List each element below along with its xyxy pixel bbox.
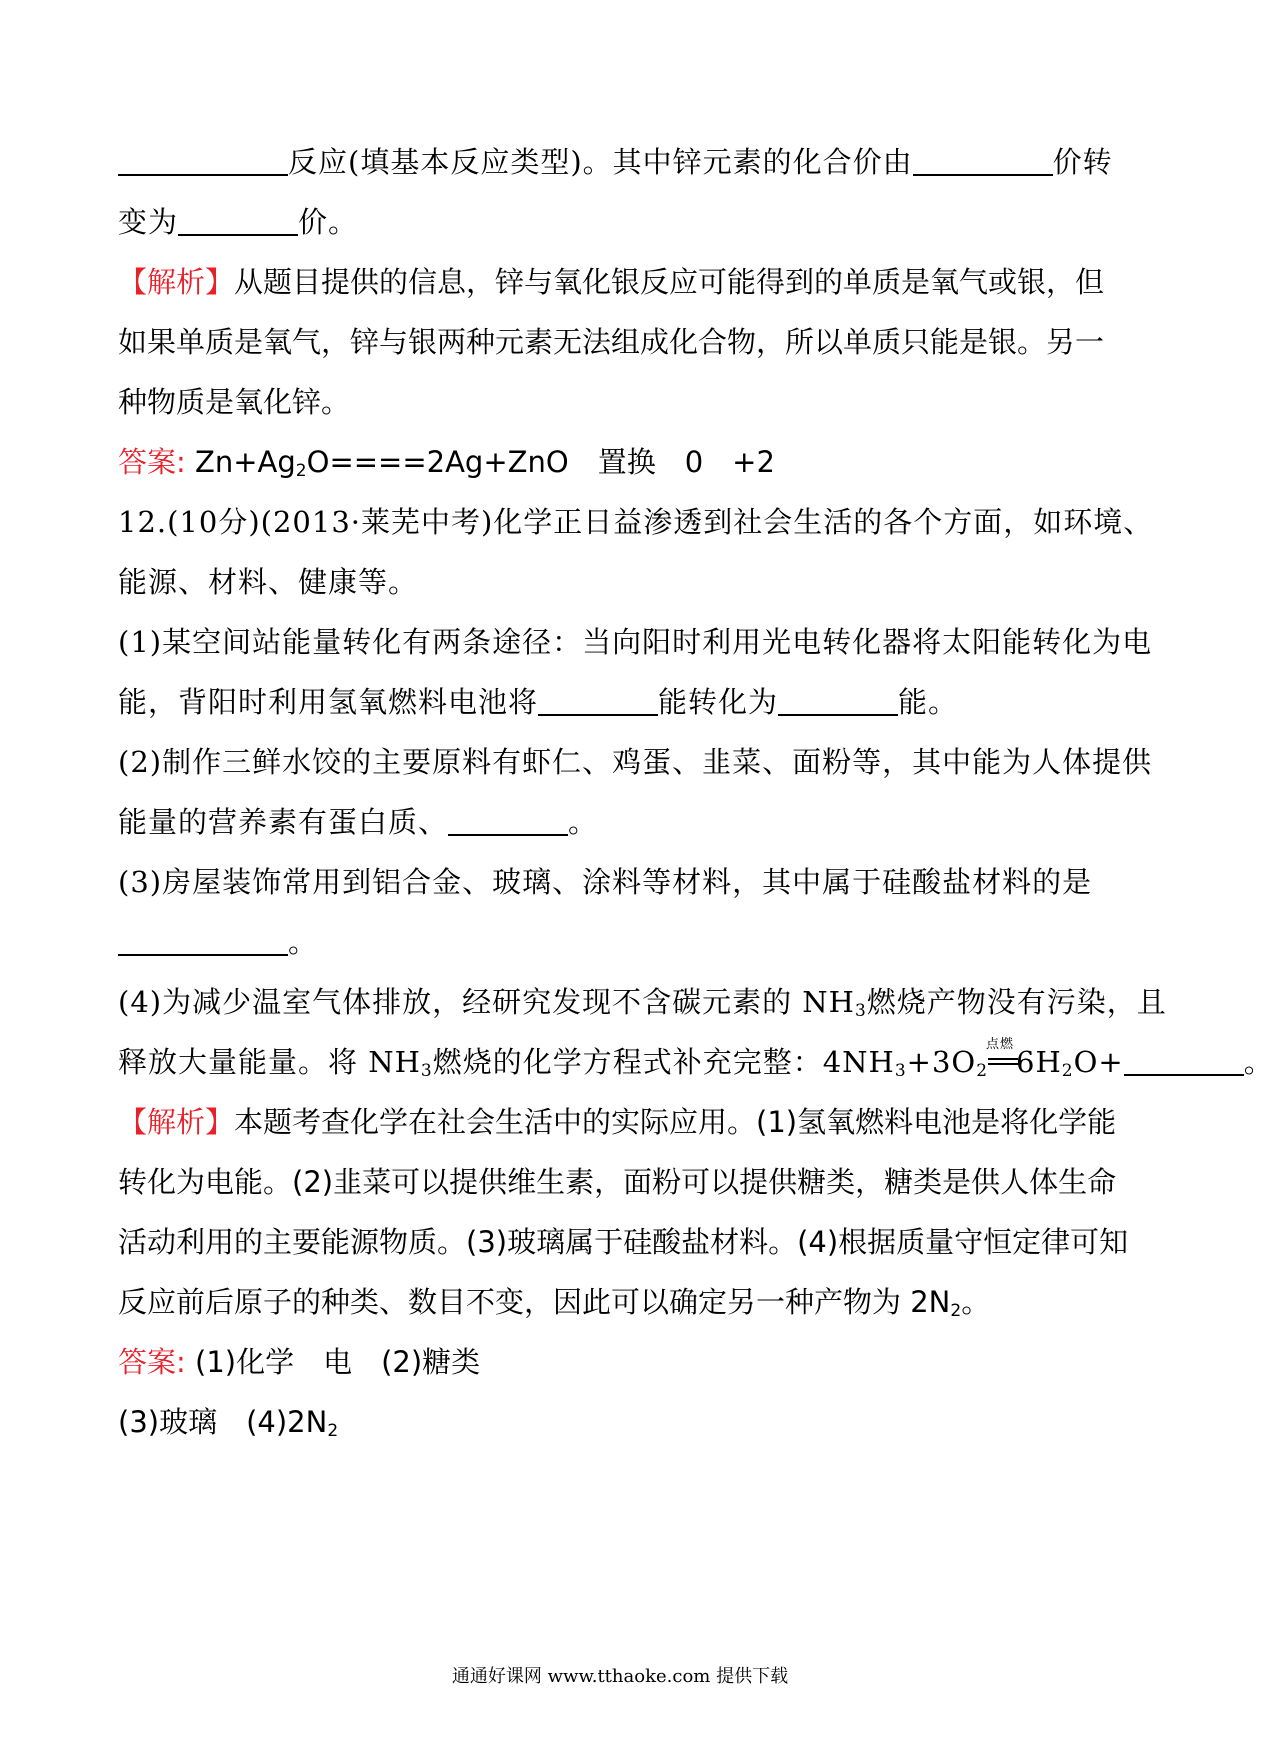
sub-question-3-line-1: (3)房屋装饰常用到铝合金、玻璃、涂料等材料，其中属于硅酸盐材料的是: [118, 865, 1093, 899]
sub-question-4-line-1: (4)为减少温室气体排放，经研究发现不含碳元素的 $NH_3$燃烧产物没有污染，且: [118, 985, 1167, 1021]
page-footer: 通通好课网 www.tthaoke.com 提供下载: [451, 1666, 789, 1687]
sub-question-2-line-1: (2)制作三鲜水饺的主要原料有虾仁、鸡蛋、韭菜、面粉等，其中能为人体提供: [118, 745, 1153, 779]
sub-question-1-line-1: (1)某空间站能量转化有两条途径：当向阳时利用光电转化器将太阳能转化为电: [118, 625, 1153, 659]
text-line-2: 变为 价。: [118, 205, 359, 239]
answer-1: 答案: $Zn+Ag_2O====2Ag+ZnO$ 置换 0 +2: [118, 445, 775, 481]
analysis-2-line-3: 活动利用的主要能源物质。(3)玻璃属于硅酸盐材料。(4)根据质量守恒定律可知: [118, 1225, 1129, 1259]
answer-blank: [778, 686, 898, 716]
analysis-1-line-3: 种物质是氧化锌。: [118, 385, 351, 419]
analysis-2-line-2: 转化为电能。(2)韭菜可以提供维生素，面粉可以提供糖类，糖类是供人体生命: [118, 1165, 1117, 1199]
answer-label: 答案:: [118, 445, 186, 479]
answer-blank: [913, 146, 1053, 176]
text-line-1: 反应(填基本反应类型)。其中锌元素的化合价由 价转: [118, 142, 1128, 182]
answer-blank: [448, 806, 568, 836]
reaction-condition: 点燃: [988, 1050, 1016, 1070]
answer-blank: [118, 146, 288, 176]
question-12-line-1: 12.(10分)(2013·莱芜中考)化学正日益渗透到社会生活的各个方面，如环境、: [118, 505, 1154, 539]
sub-question-1-line-2: 能，背阳时利用氢氧燃料电池将 能转化为 能。: [118, 685, 959, 719]
answer-blank: [118, 926, 288, 956]
analysis-2-line-1: 【解析】本题考查化学在社会生活中的实际应用。(1)氢氧燃料电池是将化学能: [118, 1105, 1117, 1139]
answer-label: 答案:: [118, 1345, 186, 1379]
sub-question-2-line-2: 能量的营养素有蛋白质、 。: [118, 805, 599, 839]
question-12-line-2: 能源、材料、健康等。: [118, 565, 419, 599]
sub-question-3-line-2: 。: [118, 922, 1128, 962]
analysis-2-line-4: 反应前后原子的种类、数目不变，因此可以确定另一种产物为 $2N_2$。: [118, 1285, 991, 1321]
analysis-label: 【解析】: [118, 265, 235, 299]
sub-question-4-line-2: 释放大量能量。将 $NH_3$燃烧的化学方程式补充完整：$4NH_3+3O_2$ 点燃 $6H_2O+$ 。: [118, 1037, 1274, 1081]
answer-blank: [178, 206, 298, 236]
answer-2-line-2: (3)玻璃 $(4)2N_2$: [118, 1405, 339, 1441]
answer-blank: [1124, 1046, 1244, 1076]
answer-2-line-1: 答案: (1)化学 电 (2)糖类: [118, 1345, 481, 1379]
answer-blank: [538, 686, 658, 716]
analysis-1-line-1: 【解析】从题目提供的信息，锌与氧化银反应可能得到的单质是氧气或银，但: [118, 265, 1105, 299]
analysis-label: 【解析】: [118, 1105, 235, 1139]
analysis-1-line-2: 如果单质是氧气，锌与银两种元素无法组成化合物，所以单质只能是银。另一: [118, 325, 1105, 359]
